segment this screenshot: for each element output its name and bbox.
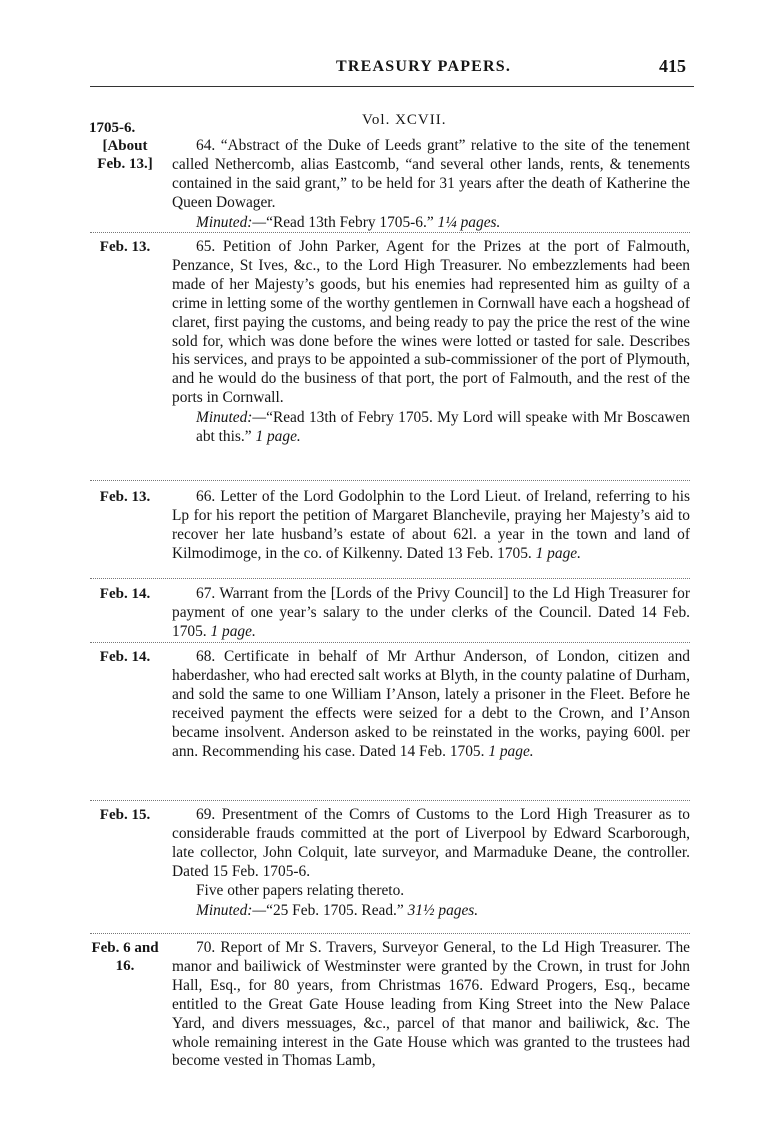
entry-date: [About Feb. 13.] [97,138,153,172]
entry-69 [90,806,690,920]
entry-68 [90,648,690,761]
entry-date: Feb. 6 and 16. [91,940,159,974]
entry-date: Feb. 13. [99,239,151,255]
minute-text: “Read 13th Febry 1705-6.” [266,213,434,231]
year-label: 1705-6. [89,120,136,136]
running-title: TREASURY PAPERS. [336,58,512,75]
entry-date: Feb. 14. [99,586,151,602]
page-count: 1 page. [255,428,301,446]
minute-label: Minuted:— [196,409,267,427]
entry-divider [90,578,690,579]
entry-divider [90,232,690,233]
entry-minute [196,902,690,921]
entry-text [172,585,690,642]
entry-text [172,488,690,564]
page-count: 1 page. [488,742,534,760]
entry-divider [90,800,690,801]
page-count: 1¼ pages. [437,213,501,231]
page-count: 1 page. [535,544,581,562]
entry-body: 67. Warrant from the [Lords of the Privy Council] to the Ld High Treasurer for payment of one year’s salary to the under clerks of the Council. Dated 14 Feb. 1705. [172,585,690,640]
minute-text: “Read 13th of Febry 1705. My Lord will speake with Mr Boscawen abt this.” [196,409,690,446]
entry-65 [90,238,690,447]
entry-divider [90,642,690,643]
related-papers-note: Five other papers relating thereto. [196,881,405,899]
entry-66 [90,488,690,564]
entry-body: 66. Letter of the Lord Godolphin to the Lord Lieut. of Ireland, referring to his Lp for his report the petition of Margaret Blanchevile, praying her Majesty’s aid to recover her late husband’s estate of about 62l. a year in the town and land of Kilmodimoge, in the co. of Kilkenny. Dated 13 Feb. 1705. [172,488,690,562]
entry-date: Feb. 13. [99,489,151,505]
page-count: 1 page. [210,622,256,640]
volume-heading: Vol. XCVII. [362,112,447,128]
page-number: 415 [659,56,686,76]
entry-67 [90,585,690,642]
entry-date: Feb. 15. [99,807,151,823]
minute-label: Minuted:— [196,213,267,231]
entry-text: 69. Presentment of the Comrs of Customs to the Lord High Treasurer as to considerable frauds committed at the port of Liverpool by Edward Scarborough, late collector, John Colquit, late surveyor, and Marmaduke Deane, the controller. Dated 15 Feb. 1705-6. [172,806,690,880]
entry-text [172,648,690,761]
entry-70 [90,939,690,1071]
entry-body: 68. Certificate in behalf of Mr Arthur Anderson, of London, citizen and haberdasher, who had erected salt works at Blyth, in the county palatine of Durham, and sold the same to one William I’Anson, lately a prisoner in the Fleet. Before he received payment the effects were seized for a debt to the Crown, and I’Anson became insolvent. Anderson asked to be reinstated in the works, paying 600l. per ann. Recommending his case. Dated 14 Feb. 1705. [172,648,690,760]
entry-minute [196,409,690,447]
entry-text: 65. Petition of John Parker, Agent for the Prizes at the port of Falmouth, Penzance, St Ives, &c., to the Lord High Treasurer. No embezzlements had been made of her Majesty’s goods, but his enemies had represented him as guilty of a crime in letting some of the worthy gentlemen in Cornwall have each a hogshead of claret, first paying the customs, and being ready to pay the price the rest of the wine sold for, which was done before the wines were lotted or tasted for sale. Describes his services, and prays to be appointed a sub-commissioner of the port of Plymouth, and he would do the business of that port, the port of Falmouth, and the rest of the ports in Cornwall. [172,238,690,407]
page-header [90,52,694,87]
minute-text: “25 Feb. 1705. Read.” [266,901,404,919]
entry-64 [90,137,690,233]
entry-minute [196,214,690,233]
page-count: 31½ pages. [407,901,479,919]
minute-label: Minuted:— [196,901,267,919]
entry-divider [90,933,690,934]
entry-text: 70. Report of Mr S. Travers, Surveyor General, to the Ld High Treasurer. The manor and bailiwick of Westminster were granted by the Crown, in trust for John Hall, Esq., for 80 years, from Christmas 1676. Edward Progers, Esq., became entitled to the Great Gate House leading from King Street into the New Palace Yard, and divers messuages, &c., parcel of that manor and bailiwick, &c. The whole remaining interest in the Gate House which was granted to the trustees had become vested in Thomas Lamb, [172,939,690,1070]
entry-text: 64. “Abstract of the Duke of Leeds grant” relative to the site of the tenement called Nethercomb, alias Eastcomb, “and several other lands, rents, & tenements contained in the said grant,” to be held for 31 years after the death of Katherine the Queen Dowager. [172,137,690,211]
entry-divider [90,480,690,481]
entry-date: Feb. 14. [99,649,151,665]
